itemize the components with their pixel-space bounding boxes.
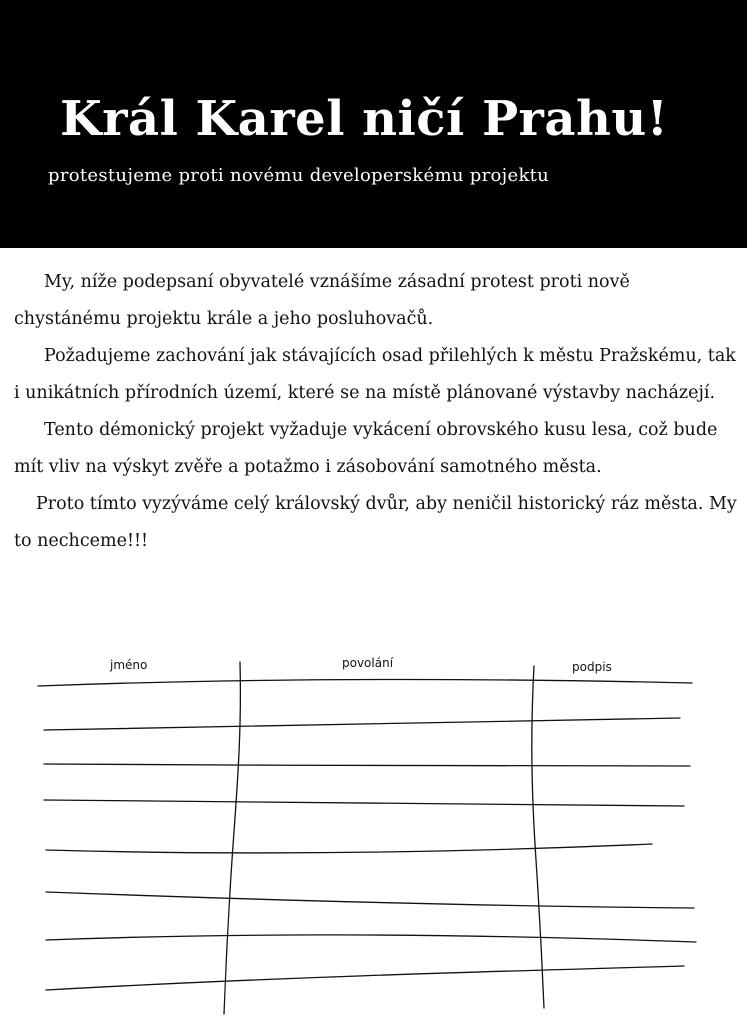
paragraph-forest: Tento démonický projekt vyžaduje vykácení obrovského kusu lesa, což bude mít vliv na výskyt zvěře a potažmo i zásobování samotného města. xyxy=(14,420,718,477)
column-divider xyxy=(224,662,240,1014)
paragraph-appeal: Proto tímto vyzýváme celý královský dvůr, aby neničil historický ráz města. My to nechceme!!! xyxy=(14,494,737,551)
paragraph-demands: Požadujeme zachování jak stávajících osad přilehlých k městu Pražskému, tak i unikátních přírodních území, které se na místě plánované výstavby nacházejí. xyxy=(14,346,736,403)
column-header-occupation: povolání xyxy=(342,656,394,670)
header-banner xyxy=(0,0,747,248)
signature-row-line xyxy=(46,935,696,942)
petition-text xyxy=(14,264,742,560)
signature-row-line xyxy=(46,892,694,908)
signature-grid xyxy=(0,640,747,1024)
paragraph-intro: My, níže podepsaní obyvatelé vznášíme zásadní protest proti nově chystánému projektu krále a jeho posluhovačů. xyxy=(14,272,630,329)
column-header-signature: podpis xyxy=(572,660,612,674)
signature-row-line xyxy=(46,966,684,990)
signature-row-line xyxy=(44,764,690,766)
signature-row-line xyxy=(44,800,684,806)
column-divider xyxy=(532,666,544,1008)
page-title: Král Karel ničí Prahu! xyxy=(60,91,669,147)
signature-row-line xyxy=(46,844,652,853)
page-subtitle: protestujeme proti novému developerskému projektu xyxy=(48,165,550,186)
signature-row-line xyxy=(44,718,680,730)
signature-row-line xyxy=(38,680,692,686)
column-header-name: jméno xyxy=(110,658,148,672)
